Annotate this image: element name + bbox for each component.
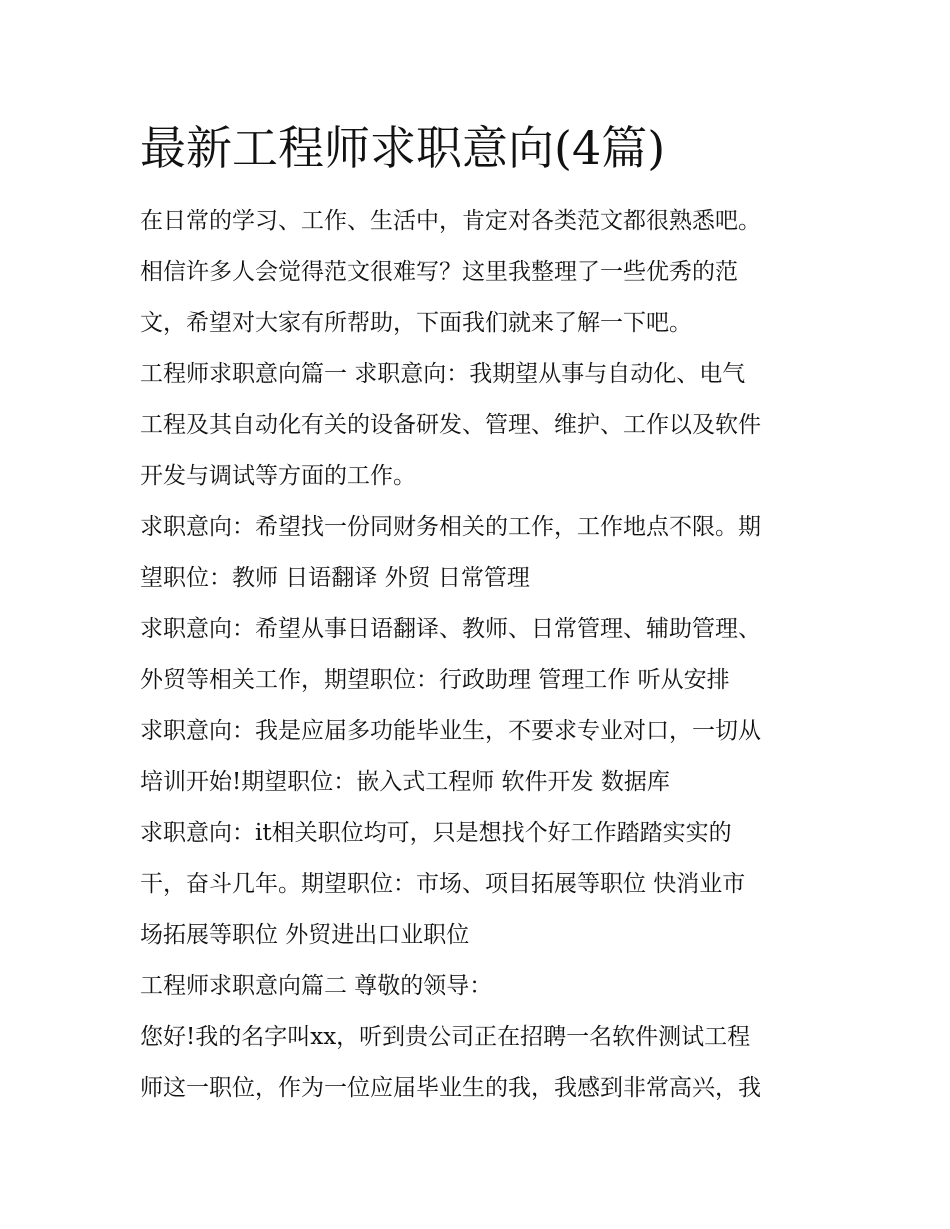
body-line: 相信许多人会觉得范文很难写？这里我整理了一些优秀的范 (140, 259, 738, 285)
body-line: 求职意向：it相关职位均可，只是想找个好工作踏踏实实的 (140, 820, 732, 846)
body-line: 求职意向：我是应届多功能毕业生，不要求专业对口，一切从 (140, 718, 761, 744)
body-line: 干，奋斗几年。期望职位：市场、项目拓展等职位 快消业市 (140, 871, 746, 897)
body-line: 在日常的学习、工作、生活中，肯定对各类范文都很熟悉吧。 (140, 208, 761, 234)
body-line: 外贸等相关工作，期望职位：行政助理 管理工作 听从安排 (140, 667, 730, 693)
body-line: 工程师求职意向篇一 求职意向：我期望从事与自动化、电气 (140, 361, 746, 387)
document-body (140, 196, 812, 1114)
body-line: 求职意向：希望从事日语翻译、教师、日常管理、辅助管理、 (140, 616, 761, 642)
body-line: 工程师求职意向篇二 尊敬的领导： (140, 973, 493, 999)
body-line: 您好!我的名字叫xx，听到贵公司正在招聘一名软件测试工程 (140, 1024, 751, 1050)
body-line: 培训开始!期望职位：嵌入式工程师 软件开发 数据库 (140, 769, 670, 795)
body-line: 文，希望对大家有所帮助，下面我们就来了解一下吧。 (140, 310, 692, 336)
body-line: 工程及其自动化有关的设备研发、管理、维护、工作以及软件 (140, 412, 761, 438)
body-line: 场拓展等职位 外贸进出口业职位 (140, 922, 470, 948)
body-line: 开发与调试等方面的工作。 (140, 463, 416, 489)
body-line: 望职位：教师 日语翻译 外贸 日常管理 (140, 565, 530, 591)
body-line: 求职意向：希望找一份同财务相关的工作，工作地点不限。期 (140, 514, 761, 540)
body-line: 师这一职位，作为一位应届毕业生的我，我感到非常高兴，我 (140, 1075, 761, 1101)
document-title: 最新工程师求职意向(4篇) (140, 121, 666, 175)
